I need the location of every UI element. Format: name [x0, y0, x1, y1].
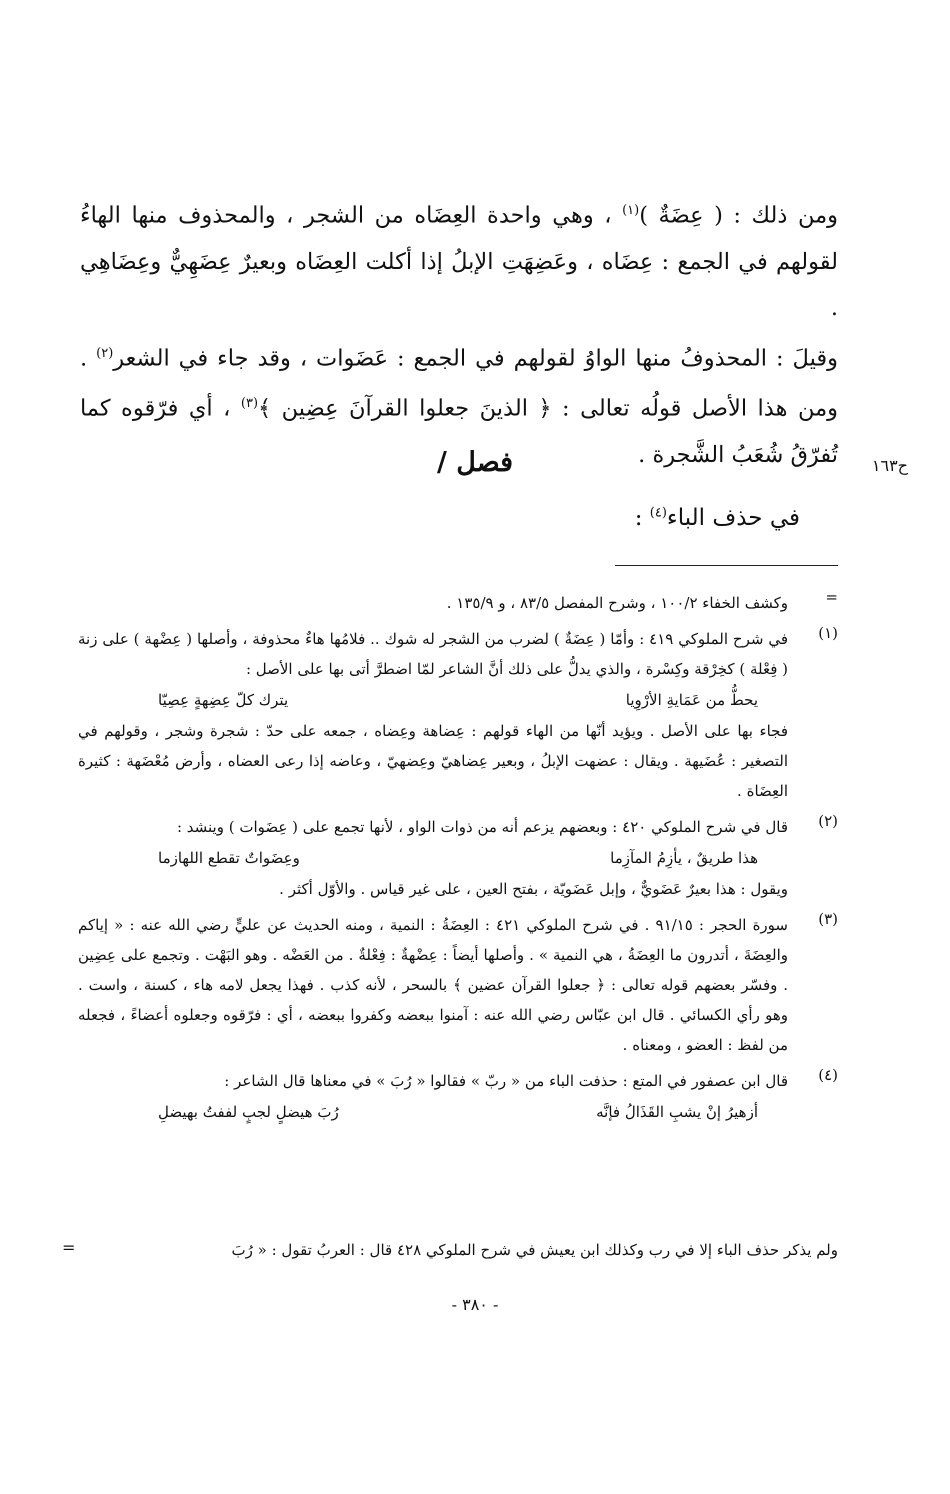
- footnote-text: قال في شرح الملوكي ٤٢٠ : وبعضهم يزعم أنه من ذوات الواو ، لأنها تجمع على ( عِضَوات ) وينشد :: [176, 818, 788, 836]
- continuation-mark: =: [825, 588, 838, 606]
- verse-second-hemistich: رُبَ هيضلٍ لجبٍ لففتُ بهيضلِ: [158, 1103, 339, 1121]
- main-paragraph-1: [80, 188, 838, 331]
- footnote-separator: [615, 565, 838, 566]
- footnote-text: في شرح الملوكي ٤١٩ : وأمّا ( عِضَةٌ ) لضرب من الشجر له شوك .. فلامُها هاءٌ محذوفة ، وأصلها ( عِضْهة ) على زنة ( فِعْلة ) كخِرْقة وكِسْرة ، والذي يدلُّ على ذلك أنَّ الشاعر لمّا اضطرَّ أتى بها على الأصل :: [78, 630, 788, 678]
- verse-first-hemistich: أزهيرُ إنْ يشبِ القَذَالُ فإنَّه: [596, 1103, 758, 1121]
- footnote-text: فجاء بها على الأصل . ويؤيد أنّها من الهاء قولهم : عِضاهة وعِضاه ، جمعه على حدّ : شجرة وشجر ، وقولهم في التصغير : عُضَيهة . ويقال : عضهت الإبلُ ، وبعير عِضاهيّ وعِضهيّ ، وعاضه إذا رعى العضاه ، وأرض مُعْضَهة : كثيرة العِضَاة .: [78, 722, 788, 800]
- subheading-colon: :: [634, 505, 643, 531]
- footnote-ref: (٤): [649, 505, 667, 521]
- footnote-number: (٣): [818, 910, 838, 928]
- footnote-number: (١): [818, 624, 838, 642]
- footnote-number: (٢): [818, 812, 838, 830]
- footnote-4: [78, 1066, 838, 1128]
- section-subheading: [635, 505, 800, 531]
- continuation-mark-end: =: [62, 1238, 76, 1257]
- subheading-text: في حذف الباء: [666, 505, 800, 531]
- footnotes: [78, 588, 838, 1134]
- footnote-list: [78, 624, 838, 1128]
- footnote-ref: (٣): [240, 396, 259, 411]
- main-text: [80, 188, 838, 478]
- main-text-segment: ، وهي واحدة العِضَاه من الشجر ، والمحذوف منها الهاءُ لقولهم في الجمع : عِضَاه ، وعَضِهَتِ الإبلُ إذا أكلت العِضَاه وبعيرٌ عِضَهِيٌّ وعِضَاهِي .: [80, 202, 838, 321]
- verse-line: [78, 1096, 788, 1128]
- verse-line: [78, 842, 788, 874]
- verse-second-hemistich: يترك كلّ عِضِهةٍ عِصِيّا: [158, 691, 289, 709]
- verse-second-hemistich: وعِضَواتٌ تقطع اللهازما: [158, 849, 300, 867]
- footnote-ref: (١): [622, 203, 640, 218]
- section-heading: فصل /: [436, 447, 514, 478]
- footnote-continuation: [78, 588, 838, 618]
- margin-note: ح١٦٣: [871, 456, 908, 475]
- verse-line: [78, 684, 788, 716]
- main-text-segment: . ومن هذا الأصل قولُه تعالى : ﴿ الذينَ جعلوا القرآنَ عِضِين ﴾: [80, 345, 838, 422]
- last-footnote-line: ولم يذكر حذف الباء إلا في رب وكذلك ابن يعيش في شرح الملوكي ٤٢٨ قال : العربُ تقول : « رُبَ: [231, 1241, 838, 1259]
- footnote-text: قال ابن عصفور في المتع : حذفت الباء من « ربّ » فقالوا « رُبَ » في معناها قال الشاعر :: [224, 1072, 788, 1090]
- main-text-segment: ومن ذلك : ( عِضَةٌ ): [639, 202, 838, 229]
- main-text-segment: ، أي فرّقوه كما تُفرّقُ شُعَبُ الشَّجرة .: [80, 395, 838, 468]
- verse-first-hemistich: يحطُّ من عَمَايةِ الأرْوِيا: [625, 691, 758, 709]
- footnote-2: [78, 812, 838, 904]
- page-number: - ٣٨٠ -: [451, 1295, 499, 1314]
- main-text-segment: وقيلَ : المحذوفُ منها الواوُ لقولهم في الجمع : عَضَوات ، وقد جاء في الشعر: [113, 345, 839, 371]
- continuation-text: وكشف الخفاء ١٠٠/٢ ، وشرح المفصل ٨٣/٥ ، و ١٣٥/٩ .: [446, 594, 788, 612]
- footnote-ref: (٢): [96, 345, 114, 361]
- verse-first-hemistich: هذا طريقٌ ، يأزِمُ المآزِما: [610, 849, 758, 867]
- footnote-number: (٤): [818, 1066, 838, 1084]
- footnote-text: سورة الحجر : ٩١/١٥ . في شرح الملوكي ٤٢١ : العِضَةُ : النمية ، ومنه الحديث عن عليٍّ رضي الله عنه : « إياكم والعِضَةَ ، أتدرون ما العِضَةُ ، هي النمية » . وأصلها أيضاً : عِضْهةٌ : فِعْلةٌ . من العَضْه . وهو البَهْت . وتجمع على عِضِين . وفسّر بعضهم قوله تعالى : ﴿ جعلوا القرآن عضين ﴾ بالسحر ، لأنه كذب . فهذا يجعل لامه هاء ، كسنة ، واست . وهو رأي الكسائي . قال ابن عبّاس رضي الله عنه : آمنوا ببعضه وكفروا ببعضه ، أي : فرّقوه وجعلوه أعضاءً ، فجعله من لفظ : العضو ، ومعناه .: [78, 916, 788, 1054]
- footnote-3: [78, 910, 838, 1060]
- footnote-text: ويقول : هذا بعيرٌ عَضَويٌّ ، وإبل عَضَويّة ، بفتح العين ، على غير قياس . والأوّل أكثر .: [279, 880, 788, 898]
- footnote-1: [78, 624, 838, 806]
